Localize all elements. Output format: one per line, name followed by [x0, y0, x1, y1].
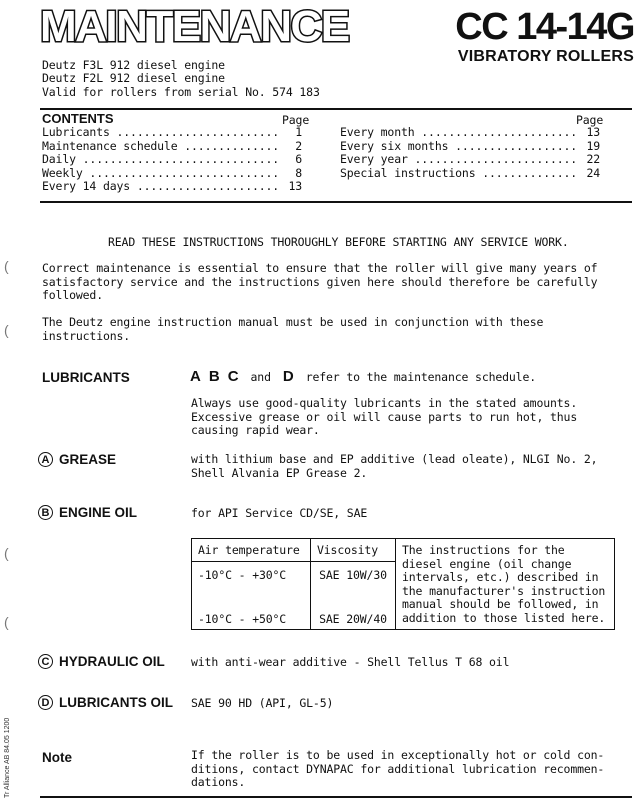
engine-line-2: Deutz F2L 912 diesel engine: [42, 71, 225, 85]
toc-item[interactable]: Daily ............................. 6: [42, 152, 302, 166]
hydraulic-oil-description: with anti-wear additive - Shell Tellus T 68 oil: [191, 655, 510, 669]
lubricants-oil-label: D LUBRICANTS OIL: [38, 695, 173, 710]
page-label-right: Page: [576, 113, 604, 127]
intro-paragraph-1: Correct maintenance is essential to ensure that the roller will give many years of satisfactory service and the instructions given here should therefore be carefully followed.: [42, 261, 598, 302]
refer-text: refer to the maintenance schedule.: [305, 370, 537, 384]
divider-contents: [40, 201, 632, 203]
lubricants-description: Always use good-quality lubricants in the stated amounts. Excessive grease or oil will cause parts to run hot, thus causing rapid wear.: [191, 396, 578, 437]
letter-c: C: [227, 368, 239, 385]
lubricants-oil-description: SAE 90 HD (API, GL-5): [191, 696, 334, 710]
toc-item[interactable]: Every six months .................. 19: [340, 138, 600, 153]
binder-hole-mark: (: [4, 614, 9, 630]
grease-label: A GREASE: [38, 452, 116, 467]
divider-top: [40, 108, 632, 110]
contents-right-list: [340, 126, 600, 180]
lubricant-legend: [190, 368, 536, 385]
lubricants-label: LUBRICANTS: [42, 370, 130, 385]
page-label-left: Page: [282, 113, 310, 127]
visc-cell-2: SAE 20W/40: [311, 606, 396, 630]
toc-item[interactable]: Every 14 days ..................... 13: [42, 179, 302, 193]
toc-item[interactable]: Weekly ............................ 8: [42, 165, 302, 180]
col-air-temperature-header: Air temperature: [192, 539, 311, 562]
col-viscosity-header: Viscosity: [311, 539, 396, 562]
product-subtitle: VIBRATORY ROLLERS: [457, 48, 634, 65]
toc-item[interactable]: Lubricants ........................ 1: [42, 125, 302, 139]
binder-hole-mark: (: [4, 258, 9, 274]
circle-b-icon: B: [38, 505, 53, 520]
grease-description: with lithium base and EP additive (lead oleate), NLGI No. 2, Shell Alvania EP Grease 2.: [191, 452, 598, 480]
engine-note-cell: The instructions for the diesel engine (oil change intervals, etc.) described in the manufacturer's instruction manual should be followed, in addition to those listed here.: [396, 539, 615, 630]
contents-heading: CONTENTS: [42, 111, 114, 126]
engine-oil-description: for API Service CD/SE, SAE: [191, 506, 368, 520]
intro-paragraph-2: The Deutz engine instruction manual must be used in conjunction with these instructions.: [42, 315, 544, 343]
binder-hole-mark: (: [4, 322, 9, 338]
contents-left-list: [42, 126, 302, 194]
page-title: MAINTENANCE: [40, 2, 349, 51]
note-description: If the roller is to be used in exceptionally hot or cold con- ditions, contact DYNAPAC for additional lubrication recommen- dations.: [191, 748, 605, 789]
engine-line-1: Deutz F3L 912 diesel engine: [42, 58, 225, 72]
serial-line: Valid for rollers from serial No. 574 183: [42, 85, 320, 99]
circle-d-icon: D: [38, 695, 53, 710]
letter-a: A: [190, 368, 201, 385]
divider-bottom: [40, 796, 632, 798]
note-label: Note: [42, 750, 72, 765]
circle-a-icon: A: [38, 452, 53, 467]
toc-item[interactable]: Special instructions .............. 24: [340, 165, 600, 180]
viscosity-table: [191, 538, 615, 630]
binder-hole-mark: (: [4, 545, 9, 561]
temp-cell-1: -10°C - +30°C: [192, 562, 311, 607]
hydraulic-oil-label: C HYDRAULIC OIL: [38, 654, 165, 669]
print-margin-code: Tr Alliance AB 84.05 1200: [4, 717, 11, 798]
toc-item[interactable]: Every year ........................ 22: [340, 152, 600, 166]
model-number: CC 14-14G: [455, 6, 634, 48]
visc-cell-1: SAE 10W/30: [311, 562, 396, 607]
temp-cell-2: -10°C - +50°C: [192, 606, 311, 630]
circle-c-icon: C: [38, 654, 53, 669]
engine-oil-label: B ENGINE OIL: [38, 505, 137, 520]
and-word: and: [250, 370, 271, 384]
letter-d: D: [282, 368, 294, 385]
warning-line: READ THESE INSTRUCTIONS THOROUGHLY BEFORE STARTING ANY SERVICE WORK.: [108, 235, 569, 249]
letter-b: B: [208, 368, 220, 385]
toc-item[interactable]: Maintenance schedule .............. 2: [42, 138, 302, 153]
toc-item[interactable]: Every month ....................... 13: [340, 125, 600, 139]
